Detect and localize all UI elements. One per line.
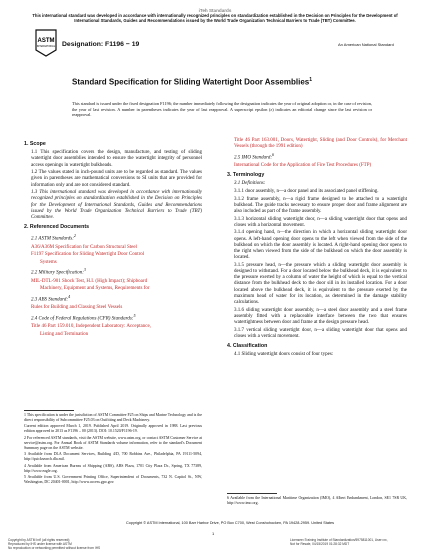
footnote-1-edition: Current edition approved March 1, 2019. Published April 2019. Originally approved in 1988. Last previous edition approved in 2013 as F1196 – 00 (2013). DOI: 10.1520/F1196-19. <box>24 424 202 433</box>
ref-imo-label: 2.5 IMO Standard: <box>234 155 273 161</box>
ref-link-a36[interactable]: A36/A36M Specification for Carbon Structural Steel <box>31 244 137 250</box>
footnote-ref-6[interactable]: 6 <box>272 151 275 157</box>
designation: Designation: F1196 − 19 <box>62 41 140 48</box>
definition-horizontal-door: 3.1.3 horizontal sliding watertight door, n—a sliding watertight door that opens and closes with a horizontal movement. <box>234 216 407 228</box>
issuance-note: This standard is issued under the fixed designation F1196; the number immediately following the designation indicates the year of original adoption or, in the case of revision, the year of last revision. A number in parentheses indicates the year of last reapproval. A superscript epsilon (ε) indicates an editorial change since the last revision or reapproval. <box>72 101 372 118</box>
footnote-1: 1 This specification is under the jurisdiction of ASTM Committee F25 on Ships and Marine Technology and is the direct responsibility of Subcommittee F25.03 on Outfitting and Deck Machinery. <box>24 412 202 422</box>
footnote-ref-3[interactable]: 3 <box>83 267 86 273</box>
ref-imo-standard <box>227 152 407 162</box>
logo-subtext: INTERNATIONAL <box>36 46 56 48</box>
ref-cfr-standards <box>24 313 202 323</box>
license-left <box>8 538 178 550</box>
section-heading-references: 2. Referenced Documents <box>24 224 90 231</box>
footnotes-right <box>227 493 407 507</box>
notice-text: This international standard was developed in accordance with internationally recognized principles on standardization established in the Decision on Principles for the Development of International Standards, Guides and Recommendations issued by the World Trade Organization Technical Barriers to Trade (TBT) Committee. <box>32 13 398 24</box>
footnote-5: 5 Available from U.S. Government Printing Office, Superintendent of Documents, 732 N. Capitol St., NW, Washington, DC 20401-0001, http://www.access.gpo.gov. <box>24 475 202 484</box>
footnote-divider <box>24 410 74 411</box>
section-heading-classification: 4. Classification <box>227 343 268 350</box>
ref-link-title46-159[interactable]: Title 46 Part 159.010, Independent Laboratory: Acceptance, <box>31 323 151 329</box>
astm-logo <box>34 28 58 58</box>
paragraph-1-1: 1.1 This specification covers the design, manufacture, and testing of sliding watertight door assemblies intended to ensure the watertight integrity of personnel access openings in watertight bulkheads. <box>31 150 202 168</box>
society-label: An American National Standard <box>338 42 394 47</box>
ref-abs-standard <box>24 294 202 304</box>
ref-link-mil-dtl-901-cont[interactable]: Machinery, Equipment and Systems, Requirements for <box>40 286 150 292</box>
left-column <box>24 138 202 339</box>
license-line-e: Not for Resale, 04/15/2019 01:28:32 MDT <box>290 542 350 546</box>
title-text: Standard Specification for Sliding Watertight Door Assemblies <box>72 77 310 87</box>
ref-link-abs-rules[interactable]: Rules for Building and Classing Steel Vessels <box>31 305 123 311</box>
definition-sliding-door-assembly: 3.1.6 sliding watertight door assembly, n—a steel door assembly and a steel frame assembly fitted with a replaceable interface between the two that ensures watertightness between door and frame at the design pressure head. <box>234 307 407 326</box>
definition-pressure-head: 3.1.5 pressure head, n—the pressure which a sliding watertight door assembly is designed to withstand. For a door located below the bulkhead deck, it is equivalent to the pressure exerted by a column of water the height of which is equal to the vertical distance from the bulkhead deck to the door sill in its installed location. For a door located above the bulkhead deck, it is equivalent to the pressure exerted by the maximum head of water for its location, as determined in the damage stability calculations. <box>234 262 407 306</box>
license-right <box>290 538 420 546</box>
ref-link-mil-dtl-901[interactable]: MIL-DTL-901 Shock Test, H.I. (High Impact); Shipboard <box>31 278 148 284</box>
ref-astm-standards <box>24 233 202 243</box>
definition-vertical-door: 3.1.7 vertical sliding watertight door, n—a sliding watertight door that opens and closes with a vertical movement. <box>234 327 407 339</box>
page-number: 1 <box>212 531 215 536</box>
definitions-heading: 3.1 Definitions: <box>234 181 266 187</box>
ref-link-f1197[interactable]: F1197 Specification for Sliding Watertight Door Control <box>31 252 145 258</box>
footnote-3: 3 Available from DLA Document Services, Building 4/D, 700 Robbins Ave., Philadelphia, PA 19111-5094, http://quicksearch.dla.mil. <box>24 452 202 461</box>
paragraph-1-2: 1.2 The values stated in inch-pound units are to be regarded as standard. The values given in parentheses are mathematical conversions to SI units that are provided for information only and are not considered standard. <box>31 170 202 188</box>
ref-link-title46-159-cont[interactable]: Listing and Termination <box>40 331 89 337</box>
license-line-d: Licensee=Training Institute of Standardization/5975811001, User=xx, <box>290 538 388 542</box>
footnote-divider-right <box>227 493 277 494</box>
footnote-ref-4[interactable]: 4 <box>68 293 71 299</box>
footnote-6: 6 Available from the International Maritime Organization (IMO), 4 Albert Embankment, London, SE1 7SR UK, http://www.imo.org. <box>227 495 407 505</box>
watermark-text: iTeh Standards <box>198 8 232 13</box>
footnote-2: 2 For referenced ASTM standards, visit the ASTM website, www.astm.org, or contact ASTM Customer Service at service@astm.org. For Annual Book of ASTM Standards volume information, refer to the standard's Document Summary page on the ASTM website. <box>24 435 202 450</box>
right-column <box>227 138 407 360</box>
definition-frame-assembly: 3.1.2 frame assembly, n—a rigid frame designed to be attached to a watertight bulkhead. The guide tracks necessary to ensure proper door and frame alignment are also included as part of the frame assembly. <box>234 196 407 215</box>
ref-link-title46-163[interactable]: Title 46 Part 163.001, Doors, Watertight, Sliding (and Door Controls), for Merchant Vessels (through the 1991 edition) <box>234 138 407 150</box>
footnote-4: 4 Available from American Bureau of Shipping (ABS), ABS Plaza, 1701 City Plaza Dr., Spring, TX 77389, http://www.eagle.org. <box>24 463 202 473</box>
definition-door-assembly: 3.1.1 door assembly, n—a door panel and its associated panel stiffening. <box>234 189 379 195</box>
definition-opening-hand: 3.1.4 opening hand, n—the direction in which a horizontal sliding watertight door opens. A left-hand opening door opens to the left when viewed from the side of the bulkhead on which the door assembly is located. A right-hand opening door opens to the right when viewed from the side of the bulkhead on which the door assembly is located. <box>234 230 407 261</box>
copyright-line: Copyright © ASTM International, 100 Barr Harbor Drive, PO Box C700, West Conshohocken, PA 19428-2959. United States <box>125 521 334 525</box>
paragraph-1-3: 1.3 This international standard was developed in accordance with internationally recognized principles on standardization established in the Decision on Principles for the Development of International Standards, Guides and Recommendations issued by the World Trade Organization Technical Barriers to Trade (TBT) Committee. <box>31 190 202 221</box>
document-title <box>72 75 372 88</box>
paragraph-4-1: 4.1 Sliding watertight doors consist of four types: <box>234 352 334 358</box>
ref-cfr-label: 2.4 Code of Federal Regulations (CFR) Standards: <box>31 316 134 322</box>
ref-link-ftp-code[interactable]: International Code for the Application of Fire Test Procedures (FTP) <box>234 163 372 169</box>
footnote-ref-5[interactable]: 5 <box>133 312 136 318</box>
footnotes-left <box>24 410 202 487</box>
section-heading-scope: 1. Scope <box>24 141 46 147</box>
logo-text: ASTM <box>37 38 55 44</box>
license-line-a: Copyright by ASTM Int'l (all rights reserved); <box>8 538 71 542</box>
ref-military-label: 2.2 Military Specification: <box>31 271 84 277</box>
international-standard-notice <box>25 8 405 24</box>
license-line-b: Reproduced by IHS under license with ASTM <box>8 542 72 546</box>
ref-astm-label: 2.1 ASTM Standards: <box>31 237 74 243</box>
title-footnote-ref[interactable]: 1 <box>309 77 312 83</box>
ref-military-spec <box>24 267 202 277</box>
license-line-c: No reproduction or networking permitted without license from IHS <box>8 546 101 550</box>
footnote-ref-2[interactable]: 2 <box>73 233 76 239</box>
ref-link-f1197-cont[interactable]: Systems <box>40 259 57 265</box>
ref-abs-label: 2.3 ABS Standard: <box>31 297 69 303</box>
section-heading-terminology: 3. Terminology <box>227 172 265 179</box>
